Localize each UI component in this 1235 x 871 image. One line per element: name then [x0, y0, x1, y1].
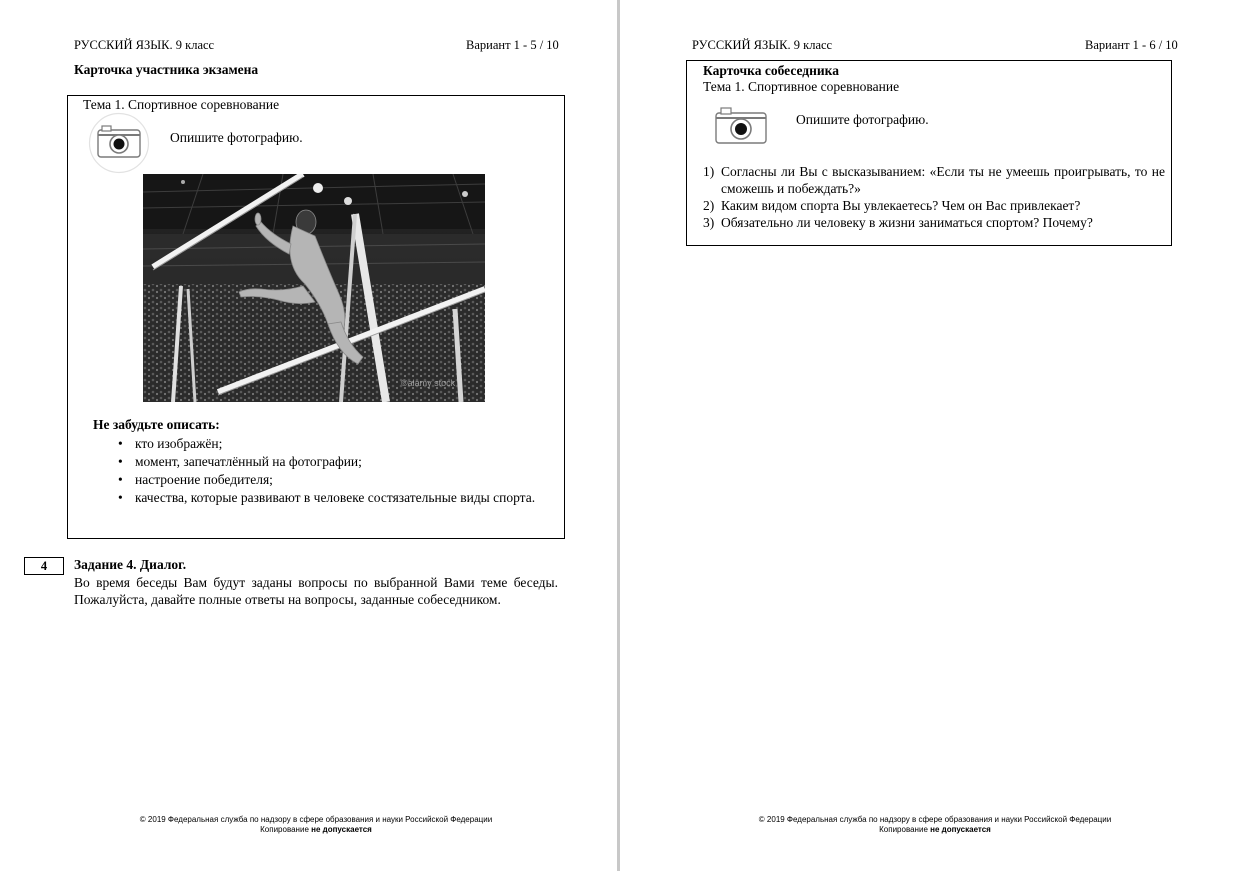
task-title: Задание 4. Диалог. — [74, 557, 187, 572]
header-variant: Вариант 1 - 5 / 10 — [466, 38, 559, 52]
card-instruction: Опишите фотографию. — [170, 130, 303, 145]
page-left — [0, 0, 617, 871]
page-right — [620, 0, 1235, 871]
card-topic: Тема 1. Спортивное соревнование — [703, 79, 900, 94]
reminder-item: • момент, запечатлённый на фотографии; — [115, 453, 559, 471]
footer-copyright: © 2019 Федеральная служба по надзору в сфере образования и науки Российской Федерации — [758, 815, 1112, 824]
photo-watermark: ©alamy stock — [401, 378, 456, 388]
task-number-box: 4 — [24, 557, 64, 575]
card-topic: Тема 1. Спортивное соревнование — [83, 97, 280, 112]
card-title: Карточка участника экзамена — [74, 62, 259, 77]
gymnast-photo — [143, 174, 485, 402]
interlocutor-card — [686, 60, 1172, 246]
camera-icon — [713, 105, 769, 145]
header-subject: РУССКИЙ ЯЗЫК. 9 класс — [692, 38, 833, 52]
reminder-item: • настроение победителя; — [115, 471, 559, 489]
card-instruction: Опишите фотографию. — [796, 112, 929, 127]
question-item: 1) Согласны ли Вы с высказыванием: «Если ты не умеешь проигрывать, то не сможешь и побеждать?» — [703, 164, 1165, 196]
reminder-item: • кто изображён; — [115, 435, 559, 453]
footer-copyright: © 2019 Федеральная служба по надзору в сфере образования и науки Российской Федерации — [139, 815, 493, 824]
footer-copy-note: Копирование не допускается — [260, 825, 372, 834]
question-item: 3) Обязательно ли человеку в жизни заниматься спортом? Почему? — [703, 215, 1093, 230]
question-item: 2) Каким видом спорта Вы увлекаетесь? Чем он Вас привлекает? — [703, 198, 1081, 213]
interlocutor-card-title: Карточка собеседника — [703, 63, 840, 78]
reminder-item: • качества, которые развивают в человеке состязательные виды спорта. — [115, 489, 559, 507]
reminder-title: Не забудьте описать: — [93, 417, 220, 432]
footer — [70, 815, 562, 835]
footer — [690, 815, 1180, 835]
header-subject: РУССКИЙ ЯЗЫК. 9 класс — [74, 38, 215, 52]
questions-list — [703, 163, 1165, 231]
reminder-list — [115, 435, 559, 507]
camera-icon — [88, 112, 150, 174]
participant-card — [67, 95, 565, 539]
task-text: Во время беседы Вам будут заданы вопросы по выбранной Вами теме беседы. Пожалуйста, давайте полные ответы на вопросы, заданные собеседником. — [74, 575, 558, 607]
footer-copy-note: Копирование не допускается — [879, 825, 991, 834]
header-variant: Вариант 1 - 6 / 10 — [1085, 38, 1178, 52]
